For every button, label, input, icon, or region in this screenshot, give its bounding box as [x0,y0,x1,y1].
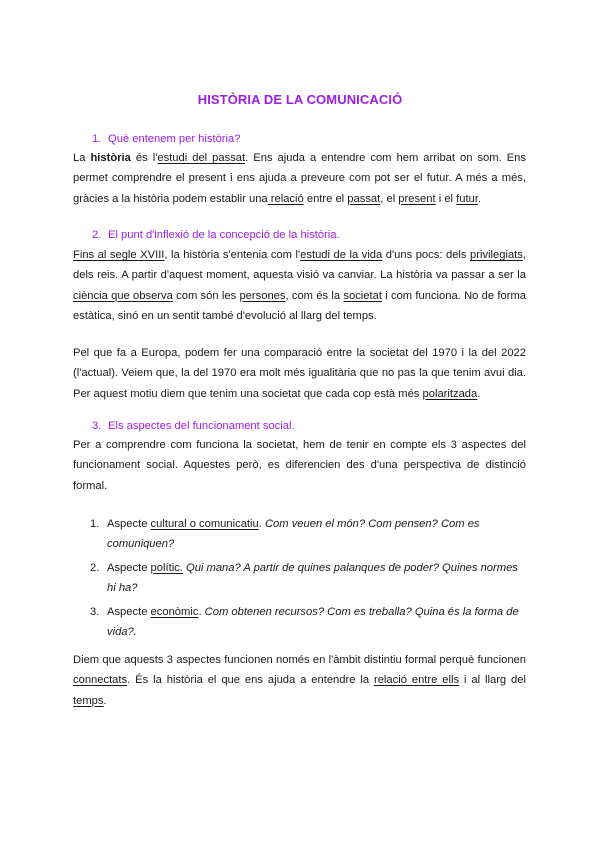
section-2-paragraph-2: Pel que fa a Europa, podem fer una comparació entre la societat del 1970 i la del 2022 (l'actual). Veiem que, la del 1970 era molt més igualitària que no pas la que tenim avui dia. Per aquest motiu diem que tenim una societat que cada cop està més polaritzada. [73,347,526,400]
underlined-term: passat [347,192,381,205]
bold-term: història [90,152,131,164]
section-3-paragraph-2: Diem que aquests 3 aspectes funcionen només en l'àmbit distintiu formal perquè funcionen connectats. És la història el que ens ajuda a entendre la relació entre ells i al llarg del temps. [73,654,526,707]
underlined-term: societat [343,289,382,302]
section-title: Els aspectes del funcionament social. [108,420,295,432]
section-1-paragraph: La història és l'estudi del passat. Ens ajuda a entendre com hem arribat on som. Ens permet comprendre el present i ens ajuda a preveure com pot ser el futur. A més a més, gràcies a la història podem establir una relació entre el passat, el present i el futur. [73,152,526,205]
underlined-term: temps [73,694,104,707]
section-2-heading [92,229,340,241]
question-text: Com veuen el món? Com pensen? Com es comuniquen? [107,518,480,551]
question-text: Com obtenen recursos? Com es treballa? Quina és la forma de vida?. [107,605,519,639]
underlined-term: persones [239,289,286,302]
section-1-heading [92,133,240,145]
section-number: 3. [92,420,102,432]
list-item: 3. Aspecte econòmic. Com obtenen recursos? Com es treballa? Quina és la forma de vida?. [90,605,519,639]
section-number: 1. [92,133,102,145]
underlined-term: econòmic [150,605,199,618]
aspects-list [73,514,526,645]
underlined-term: ciència que observa [73,289,173,302]
question-text: Qui mana? A partir de quines palanques de poder? Quines normes hi ha? [107,561,518,595]
list-item: 1. Aspecte cultural o comunicatiu. Com veuen el món? Com pensen? Com es comuniquen? [90,518,480,551]
section-3-heading [92,420,295,432]
section-3-paragraph-1: Per a comprendre com funciona la societat, hem de tenir en compte els 3 aspectes del funcionament social. Aquestes però, es diferencien des d'una perspectiva de distinció formal. [73,439,526,492]
underlined-term: present [398,192,436,205]
list-item: 2. Aspecte polític. Qui mana? A partir de quines palanques de poder? Quines normes hi ha? [90,561,518,595]
underlined-term: estudi de la vida [300,249,383,261]
underlined-term: futur [456,192,478,205]
section-title: Què entenem per història? [108,133,241,145]
underlined-term: connectats [73,674,128,687]
section-number: 2. [92,229,102,241]
underlined-term: cultural o comunicatiu [150,518,259,530]
underlined-term: privilegiats [470,249,523,261]
underlined-term: polític. [150,561,183,574]
underlined-term: relació entre ells [373,674,460,687]
page-title: HISTÒRIA DE LA COMUNICACIÓ [197,92,403,107]
underlined-term: relació [267,192,304,205]
underlined-term: estudi del passat [157,152,246,164]
underlined-term: polaritzada [422,387,478,400]
underlined-term: Fins al segle XVIII [73,249,165,261]
section-title: El punt d'inflexió de la concepció de la història. [108,229,340,241]
section-2-paragraph-1: Fins al segle XVIII, la història s'entenia com l'estudi de la vida d'uns pocs: dels privilegiats, dels reis. A partir d'aquest moment, aquesta visió va canviar. La història va passar a ser la ciència que observa com són les persones, com és la societat i com funciona. No de forma estàtica, sinó en un sentit també d'evolució al llarg del temps. [73,249,526,323]
